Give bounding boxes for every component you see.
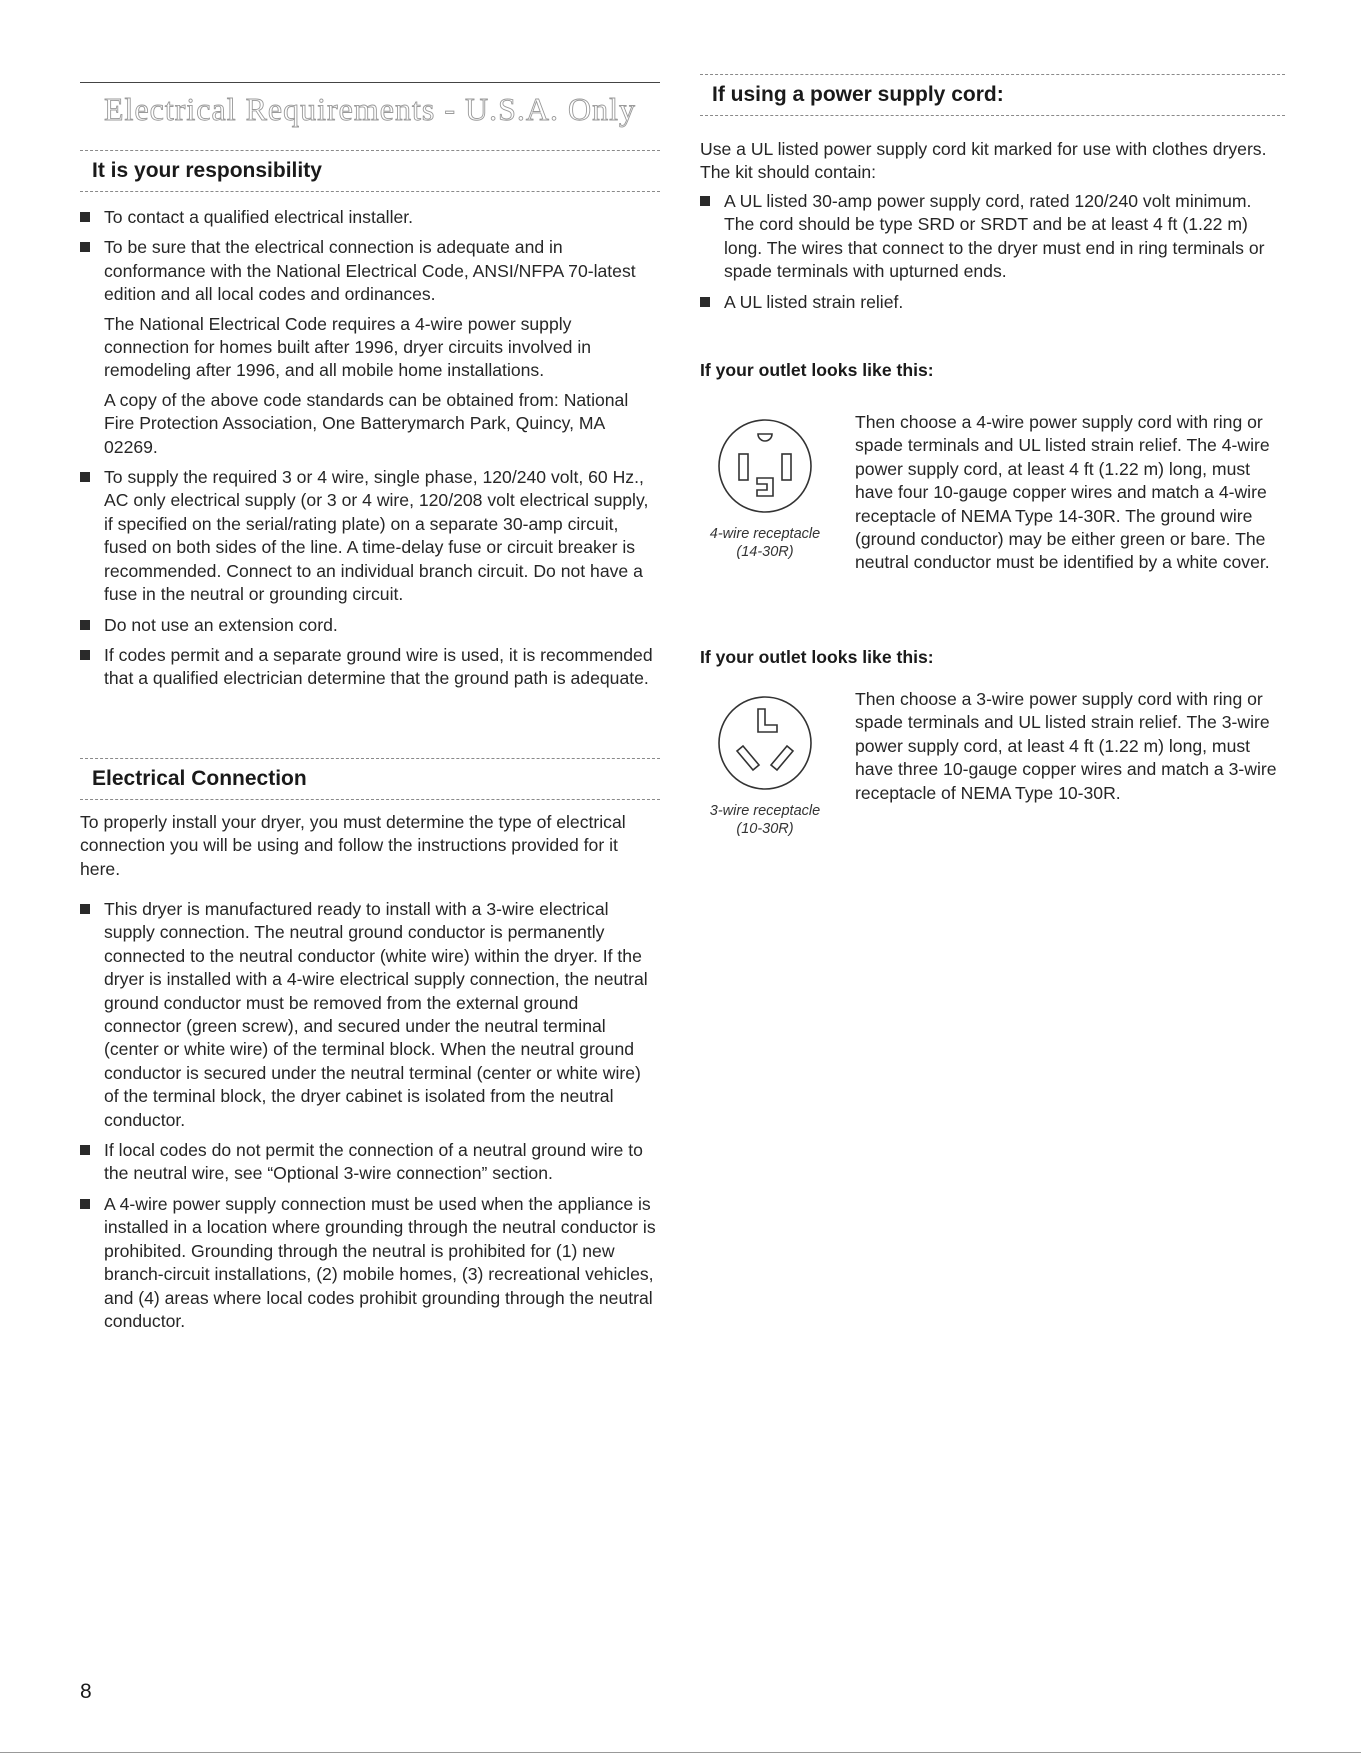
page-number: 8 xyxy=(80,1680,92,1703)
list-item xyxy=(80,1139,660,1186)
power-cord-list xyxy=(700,190,1285,321)
list-item xyxy=(700,190,1285,284)
outlet-4wire-heading: If your outlet looks like this: xyxy=(700,360,934,380)
list-item-text: To contact a qualified electrical installer. xyxy=(104,207,414,227)
page-title: Electrical Requirements - U.S.A. Only xyxy=(80,82,660,128)
section-heading-responsibility: It is your responsibility xyxy=(80,150,660,192)
list-item xyxy=(80,644,660,691)
list-item xyxy=(80,466,660,606)
list-item-note: A copy of the above code standards can be obtained from: National Fire Protection Association, One Batterymarch Park, Quincy, MA 02269. xyxy=(104,389,629,457)
electrical-connection-list xyxy=(80,898,660,1340)
list-item-text: If local codes do not permit the connection of a neutral ground wire to the neutral wire, see “Optional 3-wire connection” section. xyxy=(104,1140,643,1184)
list-item-text: To be sure that the electrical connection is adequate and in conformance with the National Electrical Code, ANSI/NFPA 70-latest edition and all local codes and ordinances. xyxy=(104,237,636,305)
responsibility-list xyxy=(80,206,660,698)
bullet-square-icon xyxy=(80,1145,90,1155)
bullet-square-icon xyxy=(80,242,90,252)
caption-line: 3-wire receptacle xyxy=(709,803,821,819)
bullet-square-icon xyxy=(80,212,90,222)
list-item xyxy=(80,898,660,1132)
list-item-note: The National Electrical Code requires a 4-wire power supply connection for homes built after 1996, dryer circuits involved in remodeling after 1996, and all mobile home installations. xyxy=(104,313,592,381)
electrical-connection-intro: To properly install your dryer, you must determine the type of electrical connection you will be using and follow the instructions provided for it here. xyxy=(80,812,626,879)
outlet-3wire-heading: If your outlet looks like this: xyxy=(700,647,934,667)
outlet-3wire-description: Then choose a 3-wire power supply cord with ring or spade terminals and UL listed strain relief. The 3-wire power supply cord, at least 4 ft (1.22 m) long, must have three 10-gauge copper wires and match a 3-wire receptacle of NEMA Type 10-30R. xyxy=(855,689,1277,803)
list-item xyxy=(80,206,660,229)
caption-line: (10-30R) xyxy=(736,821,794,837)
power-cord-intro: Use a UL listed power supply cord kit marked for use with clothes dryers. The kit should contain: xyxy=(700,139,1267,183)
bullet-square-icon xyxy=(80,650,90,660)
list-item-text: If codes permit and a separate ground wire is used, it is recommended that a qualified electrician determine that the ground path is adequate. xyxy=(104,644,653,689)
list-item-text: A UL listed strain relief. xyxy=(724,291,904,312)
bullet-square-icon xyxy=(80,1199,90,1209)
list-item xyxy=(700,291,1285,314)
caption-line: (14-30R) xyxy=(736,544,794,560)
list-item-text: To supply the required 3 or 4 wire, single phase, 120/240 volt, 60 Hz., AC only electrical supply (or 3 or 4 wire, 120/208 volt electrical supply, if specified on the serial/rating plate) on a separate 30-amp circuit, fused on both sides of the line. A time-delay fuse or circuit breaker is recommended. Connect to an individual branch circuit. Do not have a fuse in the neutral or grounding circuit. xyxy=(104,467,649,605)
section-heading-power-cord: If using a power supply cord: xyxy=(700,74,1285,116)
list-item xyxy=(80,1193,660,1333)
outlet-3wire-caption xyxy=(700,802,830,838)
outlet-4wire-figure xyxy=(700,416,830,561)
outlet-3wire-figure xyxy=(700,693,830,838)
outlet-4wire-description: Then choose a 4-wire power supply cord with ring or spade terminals and UL listed strain relief. The 4-wire power supply cord, at least 4 ft (1.22 m) long, must have four 10-gauge copper wires and match a 4-wire receptacle of NEMA Type 14-30R. The ground wire (ground conductor) may be either green or bare. The neutral conductor must be identified by a white cover. xyxy=(855,412,1270,573)
bullet-square-icon xyxy=(80,472,90,482)
list-item xyxy=(80,236,660,459)
list-item xyxy=(80,614,660,637)
receptacle-14-30r-icon xyxy=(715,416,815,516)
receptacle-10-30r-icon xyxy=(715,693,815,793)
bullet-square-icon xyxy=(700,297,710,307)
outlet-4wire-caption xyxy=(700,525,830,561)
bottom-divider xyxy=(0,1752,1361,1753)
bullet-square-icon xyxy=(700,196,710,206)
caption-line: 4-wire receptacle xyxy=(709,526,821,542)
bullet-square-icon xyxy=(80,904,90,914)
bullet-square-icon xyxy=(80,620,90,630)
list-item-text: This dryer is manufactured ready to install with a 3-wire electrical supply connection. The neutral ground conductor is permanently connected to the neutral conductor (white wire) within the dryer. If the dryer is installed with a 4-wire electrical supply connection, the neutral ground conductor must be removed from the external ground connector (green screw), and secured under the neutral terminal (center or white wire) of the terminal block. When the neutral ground conductor is secured under the neutral terminal (center or white wire) of the terminal block, the dryer cabinet is isolated from the neutral conductor. xyxy=(104,899,648,1130)
list-item-text: A 4-wire power supply connection must be used when the appliance is installed in a location where grounding through the neutral conductor is prohibited. Grounding through the neutral is prohibited for (1) new branch-circuit installations, (2) mobile homes, (3) recreational vehicles, and (4) areas where local codes prohibit grounding through the neutral conductor. xyxy=(104,1193,656,1331)
list-item-text: Do not use an extension cord. xyxy=(104,614,338,635)
list-item-text: A UL listed 30-amp power supply cord, rated 120/240 volt minimum. The cord should be type SRD or SRDT and be at least 4 ft (1.22 m) long. The wires that connect to the dryer must end in ring terminals or spade terminals with upturned ends. xyxy=(724,191,1265,282)
section-heading-electrical-connection: Electrical Connection xyxy=(80,758,660,800)
